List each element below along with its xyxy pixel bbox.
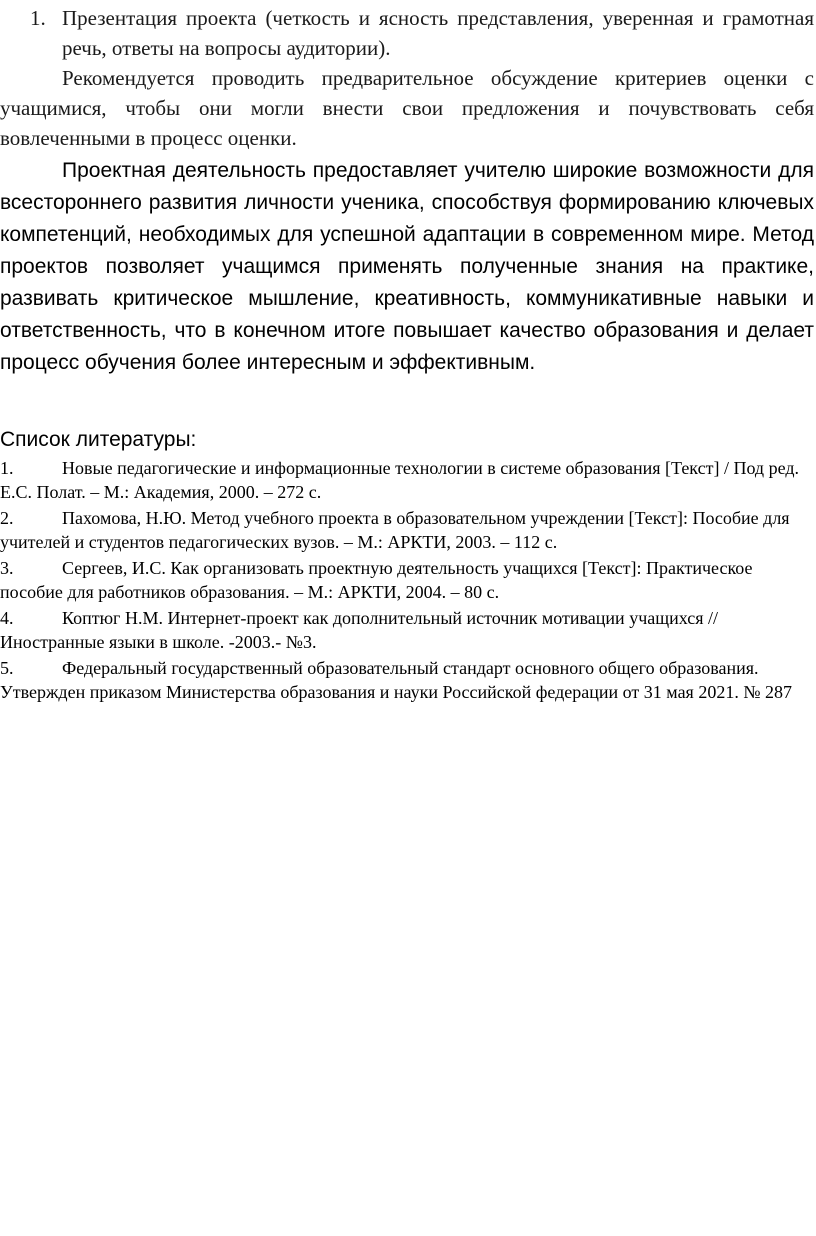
reference-text: Новые педагогические и информационные технологии в системе образования [Текст] / Под ред. Е.С. Полат. – М.: Академия, 2000. – 272 с. [0, 458, 799, 502]
reference-number: 4. [0, 608, 14, 628]
recommendation-paragraph: Рекомендуется проводить предварительное обсуждение критериев оценки с учащимися, чтобы они могли внести свои предложения и почувствовать себя вовлеченными в процесс оценки. [0, 66, 814, 150]
criteria-list [0, 3, 814, 63]
conclusion-paragraph: Проектная деятельность предоставляет учителю широкие возможности для всестороннего развития личности ученика, способствуя формированию ключевых компетенций, необходимых для успешной адаптации в современном мире. Метод проектов позволяет учащимся применять полученные знания на практике, развивать критическое мышление, креативность, коммуникативные навыки и ответственность, что в конечном итоге повышает качество образования и делает процесс обучения более интересным и эффективным. [0, 159, 814, 374]
reference-item [0, 606, 816, 654]
reference-item [0, 556, 816, 604]
references-title: Список литературы: [0, 428, 197, 451]
reference-number: 1. [0, 458, 14, 478]
reference-number: 5. [0, 658, 14, 678]
reference-text: Пахомова, Н.Ю. Метод учебного проекта в образовательном учреждении [Текст]: Пособие для учителей и студентов педагогических вузов. – М.: АРКТИ, 2003. – 112 с. [0, 508, 790, 552]
reference-text: Сергеев, И.С. Как организовать проектную деятельность учащихся [Текст]: Практическое пособие для работников образования. – М.: АРКТИ, 2004. – 80 с. [0, 558, 753, 602]
criteria-item [0, 3, 814, 63]
reference-item [0, 506, 816, 554]
reference-text: Коптюг Н.М. Интернет-проект как дополнительный источник мотивации учащихся // Иностранные языки в школе. -2003.- №3. [0, 608, 718, 652]
criteria-item-text: Презентация проекта (четкость и ясность представления, уверенная и грамотная речь, ответы на вопросы аудитории). [62, 6, 814, 60]
reference-number: 2. [0, 508, 14, 528]
reference-item [0, 656, 816, 704]
reference-number: 3. [0, 558, 14, 578]
criteria-item-number: 1. [30, 6, 46, 30]
reference-text: Федеральный государственный образовательный стандарт основного общего образования. Утвержден приказом Министерства образования и науки Российской федерации от 31 мая 2021. № 287 [0, 658, 793, 702]
reference-item [0, 456, 816, 504]
references-list [0, 456, 816, 706]
